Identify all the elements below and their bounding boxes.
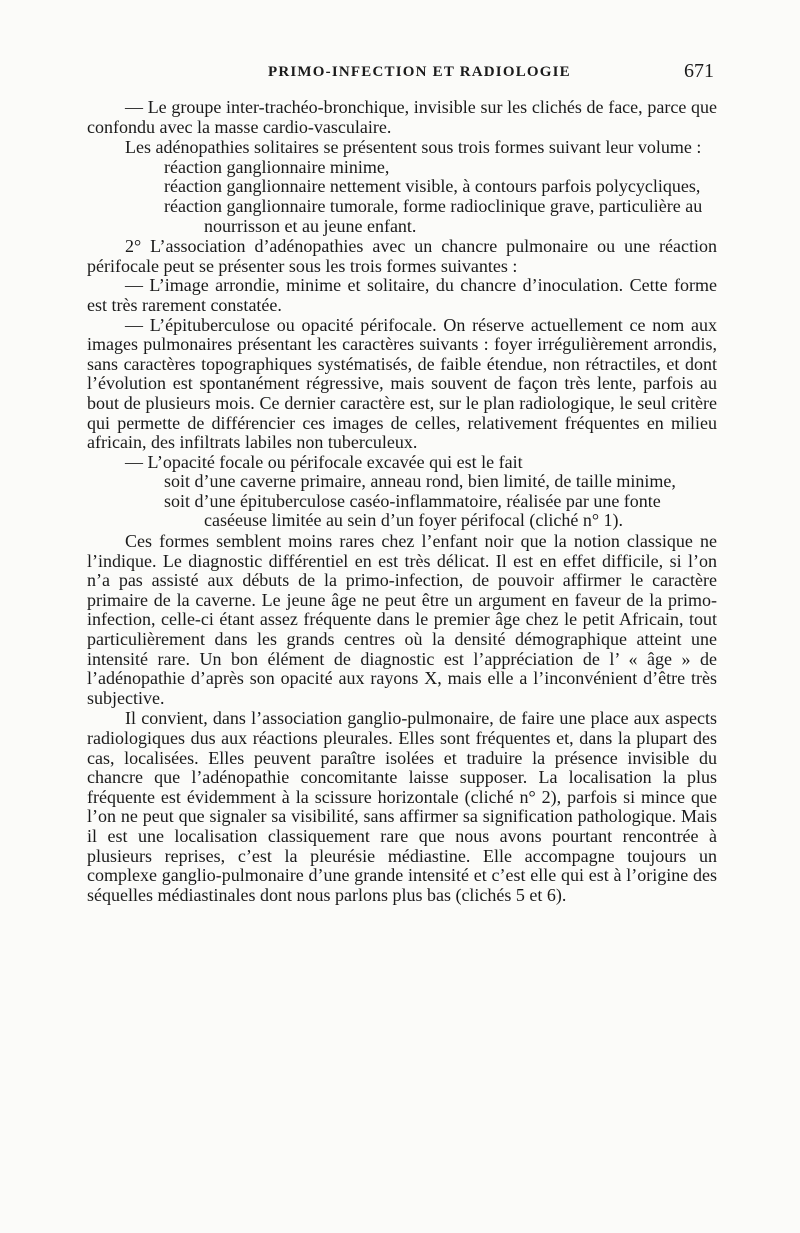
list-item: soit d’une épituberculose caséo-inflammatoire, réalisée par une fonte caséeuse limitée au sein d’un foyer périfocal (cliché n° 1). — [164, 490, 661, 531]
page-number: 671 — [684, 60, 714, 82]
paragraph: — L’opacité focale ou périfocale excavée qui est le fait — [125, 451, 523, 472]
running-title: PRIMO-INFECTION ET RADIOLOGIE — [268, 64, 571, 80]
page-header — [0, 60, 800, 88]
paragraph: 2° L’association d’adénopathies avec un chancre pulmonaire ou une réaction périfocale peut se présenter sous les trois formes suivantes : — [87, 236, 717, 276]
paragraph: — L’épituberculose ou opacité périfocale. On réserve actuellement ce nom aux images pulmonaires présentant les caractères suivants : foyer irrégulièrement arrondis, sans caractères topographiques systématisés, de faible étendue, non rétractiles, et dont l’évolution est spontanément régressive, mais souvent de façon très lente, parfois au bout de plusieurs mois. Ce dernier caractère est, sur le plan radiologique, le seul critère qui permette de différencier ces images de celles, relativement fréquentes en milieu africain, des infiltrats labiles non tuberculeux. — [87, 314, 717, 453]
paragraph: — L’image arrondie, minime et solitaire, du chancre d’inoculation. Cette forme est très rarement constatée. — [87, 275, 717, 315]
paragraph: Il convient, dans l’association ganglio-pulmonaire, de faire une place aux aspects radiologiques dus aux réactions pleurales. Elles sont fréquentes et, dans la plupart des cas, localisées. Elles peuvent paraître isolées et traduire la présence invisible du chancre que l’adénopathie concomitante laisse supposer. La localisation la plus fréquente est évidemment à la scissure horizontale (cliché n° 2), parfois si mince que l’on ne peut que signaler sa visibilité, sans affirmer sa signification pathologique. Mais il est une localisation classiquement rare que nous avons pourtant rencontrée à plusieurs reprises, c’est la pleurésie médiastine. Elle accompagne toujours un complexe ganglio-pulmonaire d’une grande intensité et c’est elle qui est à l’origine des séquelles médiastinales dont nous parlons plus bas (clichés 5 et 6). — [87, 708, 717, 905]
list-item: réaction ganglionnaire nettement visible, à contours parfois polycycliques, — [164, 176, 701, 197]
paragraph: Ces formes semblent moins rares chez l’enfant noir que la notion classique ne l’indique. Le diagnostic différentiel en est très délicat. Il est en effet difficile, si l’on n’a pas assisté aux débuts de la primo-infection, de pouvoir affirmer le caractère primaire de la caverne. Le jeune âge ne peut être un argument en faveur de la primo-infection, celle-ci étant assez fréquente dans le premier âge chez le petit Africain, tout particulièrement dans les grands centres où la densité démographique atteint une intensité rare. Un bon élément de diagnostic est l’appréciation de l’ « âge » de l’adénopathie d’après son opacité aux rayons X, mais elle a l’inconvénient d’être très subjective. — [87, 531, 717, 708]
list-item: soit d’une caverne primaire, anneau rond, bien limité, de taille minime, — [164, 471, 676, 492]
list-item: réaction ganglionnaire minime, — [164, 156, 390, 177]
paragraph: — Le groupe inter-trachéo-bronchique, invisible sur les clichés de face, parce que confondu avec la masse cardio-vasculaire. — [87, 97, 717, 137]
list-item: réaction ganglionnaire tumorale, forme radioclinique grave, particulière au nourrisson et au jeune enfant. — [164, 195, 703, 236]
body-text — [87, 98, 717, 905]
paragraph: Les adénopathies solitaires se présentent sous trois formes suivant leur volume : — [125, 137, 702, 158]
